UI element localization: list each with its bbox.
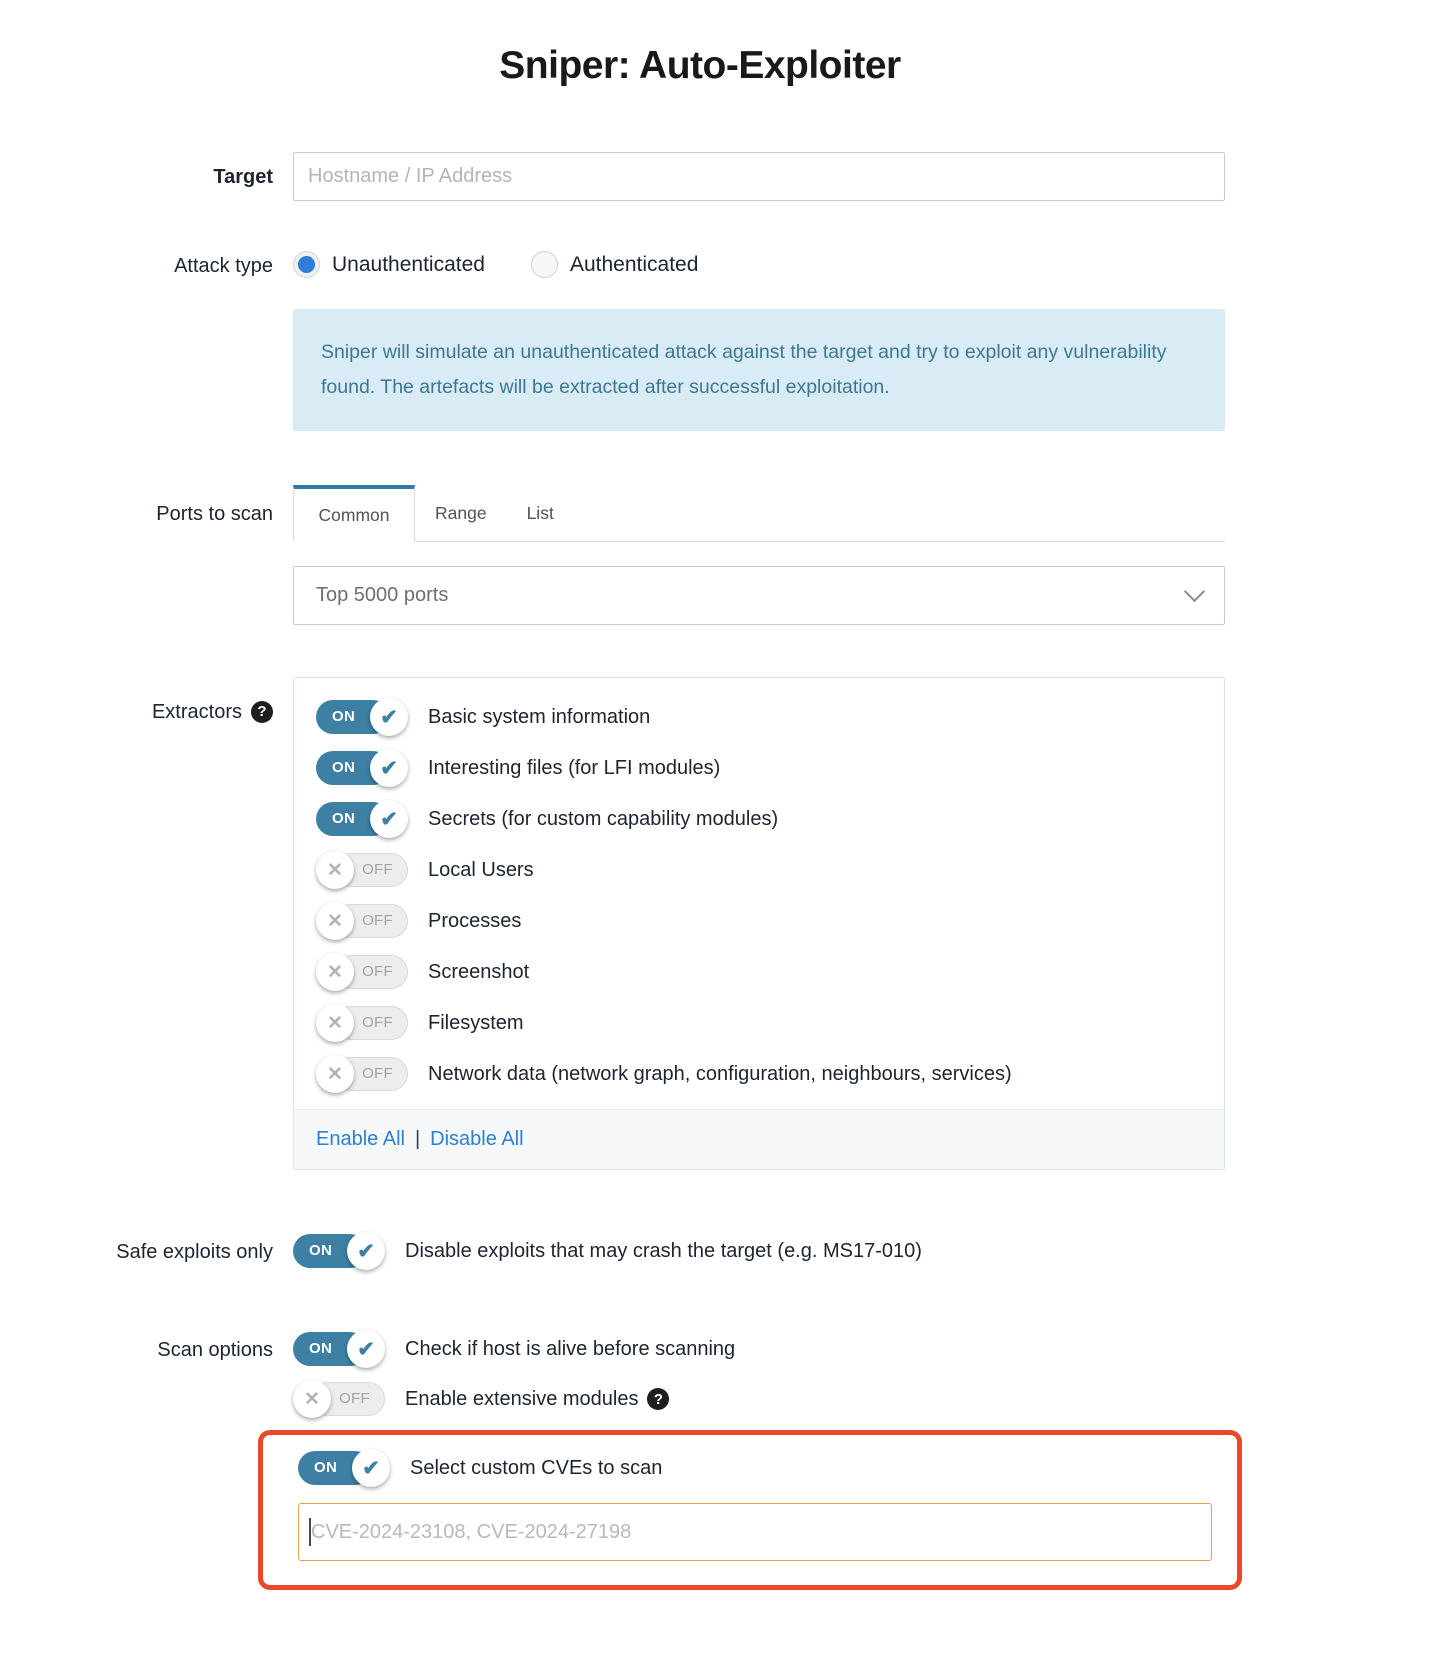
toggle-off-pill: OFF <box>334 1057 408 1091</box>
toggle-on-pill: ON <box>293 1234 367 1268</box>
extractor-label: Processes <box>428 909 522 932</box>
toggle-on-pill: ON <box>316 751 390 785</box>
radio-option-unauthenticated[interactable] <box>293 251 485 278</box>
check-icon: ✔ <box>347 1330 385 1368</box>
safe-exploits-row <box>0 1232 1456 1270</box>
target-label: Target <box>213 166 273 188</box>
ports-tabs <box>293 485 1225 542</box>
unauthenticated-info-box: Sniper will simulate an unauthenticated attack against the target and try to exploit any vulnerability found. The artefacts will be extracted after successful exploitation. <box>293 309 1225 431</box>
extractor-label: Secrets (for custom capability modules) <box>428 807 779 830</box>
toggle-on-pill: ON <box>298 1451 372 1485</box>
check-icon: ✔ <box>370 749 408 787</box>
extractor-label: Interesting files (for LFI modules) <box>428 756 721 779</box>
toggle-on[interactable] <box>316 749 408 787</box>
extractor-row-processes <box>316 902 1224 940</box>
extractor-label: Screenshot <box>428 960 530 983</box>
cross-icon: ✕ <box>316 953 354 991</box>
toggle-off-pill: OFF <box>334 904 408 938</box>
extractor-row-filesystem <box>316 1004 1224 1042</box>
extractor-label: Local Users <box>428 858 534 881</box>
extractor-row-basic-system-information <box>316 698 1224 736</box>
tab-common[interactable]: Common <box>293 485 415 542</box>
cross-icon: ✕ <box>316 1055 354 1093</box>
target-input[interactable] <box>293 152 1225 201</box>
extractors-label: Extractors <box>151 701 242 723</box>
toggle-off-pill: OFF <box>334 853 408 887</box>
chevron-down-icon <box>1184 581 1205 602</box>
disable-all-link[interactable]: Disable All <box>430 1128 524 1150</box>
safe-exploits-label: Safe exploits only <box>116 1241 273 1263</box>
cve-list-input[interactable] <box>298 1503 1212 1561</box>
text-cursor <box>309 1518 311 1546</box>
scan-option-label: Check if host is alive before scanning <box>405 1337 736 1360</box>
ports-select-value: Top 5000 ports <box>316 584 449 606</box>
tab-list[interactable]: List <box>526 502 554 523</box>
toggle-off-pill: OFF <box>311 1382 385 1416</box>
help-icon[interactable]: ? <box>251 701 273 723</box>
toggle-off[interactable] <box>293 1380 385 1418</box>
scan-option-extensive-modules <box>293 1380 1225 1418</box>
extractors-footer <box>294 1109 1224 1169</box>
check-icon: ✔ <box>347 1232 385 1270</box>
custom-cves-highlight-box <box>258 1430 1242 1590</box>
toggle-on[interactable] <box>316 698 408 736</box>
extractor-label: Basic system information <box>428 705 651 728</box>
toggle-off[interactable] <box>316 851 408 889</box>
target-row <box>0 152 1456 201</box>
extractor-row-network-data <box>316 1055 1224 1093</box>
cve-input-wrap <box>298 1503 1212 1561</box>
toggle-off[interactable] <box>316 953 408 991</box>
check-icon: ✔ <box>352 1449 390 1487</box>
check-icon: ✔ <box>370 698 408 736</box>
check-icon: ✔ <box>370 800 408 838</box>
toggle-off-pill: OFF <box>334 955 408 989</box>
tab-range[interactable]: Range <box>435 502 487 523</box>
link-separator: | <box>414 1128 421 1150</box>
radio-selected-icon[interactable] <box>293 251 320 278</box>
toggle-on-pill: ON <box>316 802 390 836</box>
extractor-row-screenshot <box>316 953 1224 991</box>
extractor-row-interesting-files <box>316 749 1224 787</box>
extractors-label-wrap <box>0 677 293 725</box>
safe-exploits-toggle-row <box>293 1232 1225 1270</box>
scan-option-label-wrap <box>405 1388 669 1411</box>
page-title: Sniper: Auto-Exploiter <box>499 44 901 87</box>
toggle-off[interactable] <box>316 902 408 940</box>
ports-to-scan-label: Ports to scan <box>156 503 273 525</box>
help-icon[interactable]: ? <box>647 1388 669 1410</box>
attack-type-label: Attack type <box>174 255 273 277</box>
toggle-on[interactable] <box>316 800 408 838</box>
attack-type-row <box>0 251 1456 279</box>
extractor-label: Filesystem <box>428 1011 524 1034</box>
toggle-off-pill: OFF <box>334 1006 408 1040</box>
enable-all-link[interactable]: Enable All <box>316 1128 405 1150</box>
extractor-label: Network data (network graph, configuration, neighbours, services) <box>428 1062 1012 1085</box>
scan-option-check-host-alive <box>293 1330 1225 1368</box>
scan-option-custom-cves <box>298 1449 1212 1487</box>
toggle-on-pill: ON <box>293 1332 367 1366</box>
toggle-on[interactable] <box>298 1449 390 1487</box>
toggle-off[interactable] <box>316 1055 408 1093</box>
scan-option-label: Select custom CVEs to scan <box>410 1456 663 1479</box>
toggle-on[interactable] <box>293 1232 385 1270</box>
ports-to-scan-row <box>0 485 1456 625</box>
ports-select[interactable] <box>293 566 1225 625</box>
radio-option-authenticated[interactable] <box>531 251 698 278</box>
scan-options-label: Scan options <box>157 1339 273 1361</box>
cross-icon: ✕ <box>316 1004 354 1042</box>
extractors-panel <box>293 677 1225 1170</box>
toggle-on-pill: ON <box>316 700 390 734</box>
scan-option-label: Enable extensive modules <box>405 1387 639 1410</box>
cross-icon: ✕ <box>293 1380 331 1418</box>
radio-label: Unauthenticated <box>332 252 485 276</box>
cross-icon: ✕ <box>316 851 354 889</box>
cross-icon: ✕ <box>316 902 354 940</box>
radio-label: Authenticated <box>569 252 699 276</box>
toggle-on[interactable] <box>293 1330 385 1368</box>
radio-unselected-icon[interactable] <box>531 251 558 278</box>
extractor-row-local-users <box>316 851 1224 889</box>
extractors-list <box>294 678 1224 1109</box>
attack-info-row <box>0 309 1456 431</box>
extractors-row <box>0 677 1456 1170</box>
scan-options-row <box>0 1330 1456 1590</box>
attack-type-radio-group <box>293 251 1225 278</box>
toggle-off[interactable] <box>316 1004 408 1042</box>
safe-exploits-toggle-label: Disable exploits that may crash the target (e.g. MS17-010) <box>405 1239 922 1262</box>
extractor-row-secrets <box>316 800 1224 838</box>
